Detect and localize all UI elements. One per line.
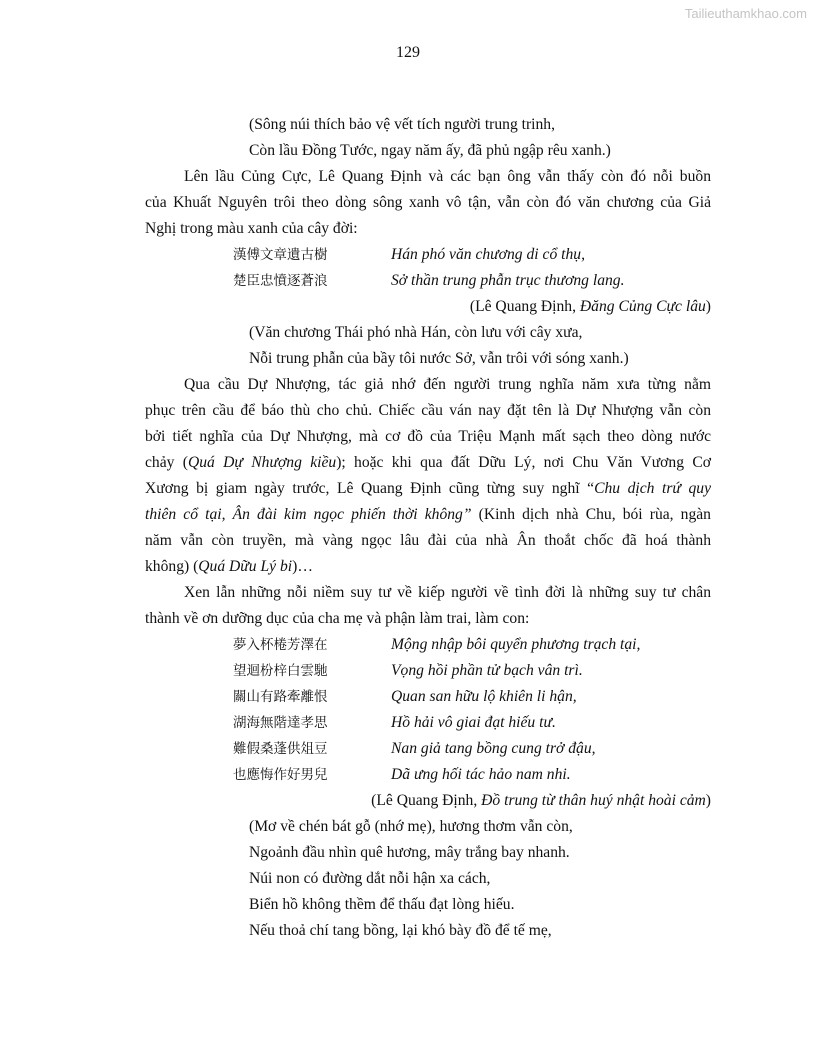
paragraph-line: chảy (Quá Dự Nhượng kiều); hoặc khi qua đất Dữu Lý, nơi Chu Văn Vương Cơ: [145, 454, 711, 471]
paragraph-line: của Khuất Nguyên trôi theo dòng sông xanh vô tận, vẫn còn đó văn chương của Giả: [145, 194, 711, 211]
paragraph-line: không) (Quá Dữu Lý bi)…: [145, 558, 313, 575]
poem-line: [145, 710, 711, 736]
viet-text: Hán phó văn chương di cổ thụ,: [391, 246, 585, 263]
paragraph-line: năm vẫn còn truyền, mà vàng ngọc lâu đài của nhà Ân thoắt chốc đã hoá thành: [145, 532, 711, 549]
paragraph-line: phục trên cầu để báo thù cho chủ. Chiếc cầu ván nay đặt tên là Dự Nhượng vẫn còn: [145, 402, 711, 419]
viet-text: Quan san hữu lộ khiên li hận,: [391, 688, 577, 705]
han-text: 楚臣忠憤逐蒼浪: [233, 273, 328, 289]
han-text: 難假桑蓬供俎豆: [233, 741, 328, 757]
poem-line: [145, 736, 711, 762]
translation-line: (Mơ về chén bát gỗ (nhớ mẹ), hương thơm vẫn còn,: [249, 818, 573, 835]
citation: (Lê Quang Định, Đăng Củng Cực lâu): [469, 298, 711, 315]
han-text: 望迴枌梓白雲馳: [233, 663, 328, 679]
translation-line: Ngoảnh đầu nhìn quê hương, mây trắng bay nhanh.: [249, 844, 570, 861]
translation-line: Còn lầu Đồng Tước, ngay năm ấy, đã phủ ngập rêu xanh.): [249, 142, 611, 159]
paragraph-line: thiên cổ tại, Ân đài kim ngọc phiến thời không” (Kinh dịch nhà Chu, bói rùa, ngàn: [145, 506, 711, 523]
paragraph-line: Lên lầu Củng Cực, Lê Quang Định và các bạn ông vẫn thấy còn đó nỗi buồn: [184, 168, 711, 185]
translation-line: Nỗi trung phẫn của bầy tôi nước Sở, vẫn trôi với sóng xanh.): [249, 350, 629, 367]
paragraph-line: thành về ơn dưỡng dục của cha mẹ và phận làm trai, làm con:: [145, 610, 530, 627]
viet-text: Hồ hải vô giai đạt hiếu tư.: [391, 714, 556, 731]
viet-text: Mộng nhập bôi quyển phương trạch tại,: [391, 636, 641, 653]
han-text: 夢入杯棬芳澤在: [233, 637, 328, 653]
poem-line: [145, 268, 711, 294]
han-text: 湖海無階達孝思: [233, 715, 328, 731]
page-number: 129: [396, 44, 420, 61]
paragraph-line: Nghị trong màu xanh của cây đời:: [145, 220, 358, 237]
han-text: 關山有路牽離恨: [233, 689, 328, 705]
poem-line: [145, 684, 711, 710]
paragraph-line: Xương bị giam ngày trước, Lê Quang Định cũng từng suy nghĩ “Chu dịch trứ quy: [145, 480, 712, 497]
han-text: 漢傅文章遺古樹: [233, 247, 328, 263]
translation-line: Núi non có đường dắt nỗi hận xa cách,: [249, 870, 491, 887]
paragraph-line: Xen lẫn những nỗi niềm suy tư về kiếp người về tình đời là những suy tư chân: [184, 584, 711, 601]
paragraph-line: bởi tiết nghĩa của Dự Nhượng, mà cơ đồ của Triệu Mạnh mất sạch theo dòng nước: [145, 428, 711, 445]
poem-line: [145, 632, 711, 658]
translation-line: (Sông núi thích bảo vệ vết tích người trung trinh,: [249, 116, 556, 133]
translation-line: (Văn chương Thái phó nhà Hán, còn lưu với cây xưa,: [249, 324, 583, 341]
poem-line: [145, 658, 711, 684]
paragraph-line: Qua cầu Dự Nhượng, tác giả nhớ đến người trung nghĩa năm xưa từng nằm: [184, 376, 711, 393]
citation: (Lê Quang Định, Đồ trung từ thân huý nhật hoài cảm): [371, 792, 711, 809]
viet-text: Sở thần trung phẫn trục thương lang.: [391, 272, 625, 289]
translation-line: Nếu thoả chí tang bồng, lại khó bày đồ để tế mẹ,: [249, 922, 552, 939]
poem-line: [145, 242, 711, 268]
translation-line: Biển hồ không thềm để thấu đạt lòng hiếu.: [249, 896, 515, 913]
viet-text: Dã ưng hối tác hảo nam nhi.: [391, 766, 571, 783]
viet-text: Vọng hồi phần tử bạch vân trì.: [391, 662, 583, 679]
watermark: Tailieuthamkhao.com: [684, 6, 807, 21]
han-text: 也應悔作好男兒: [233, 767, 328, 783]
poem-line: [145, 762, 711, 788]
viet-text: Nan giả tang bồng cung trở đậu,: [391, 740, 596, 757]
page-content: [145, 112, 711, 944]
